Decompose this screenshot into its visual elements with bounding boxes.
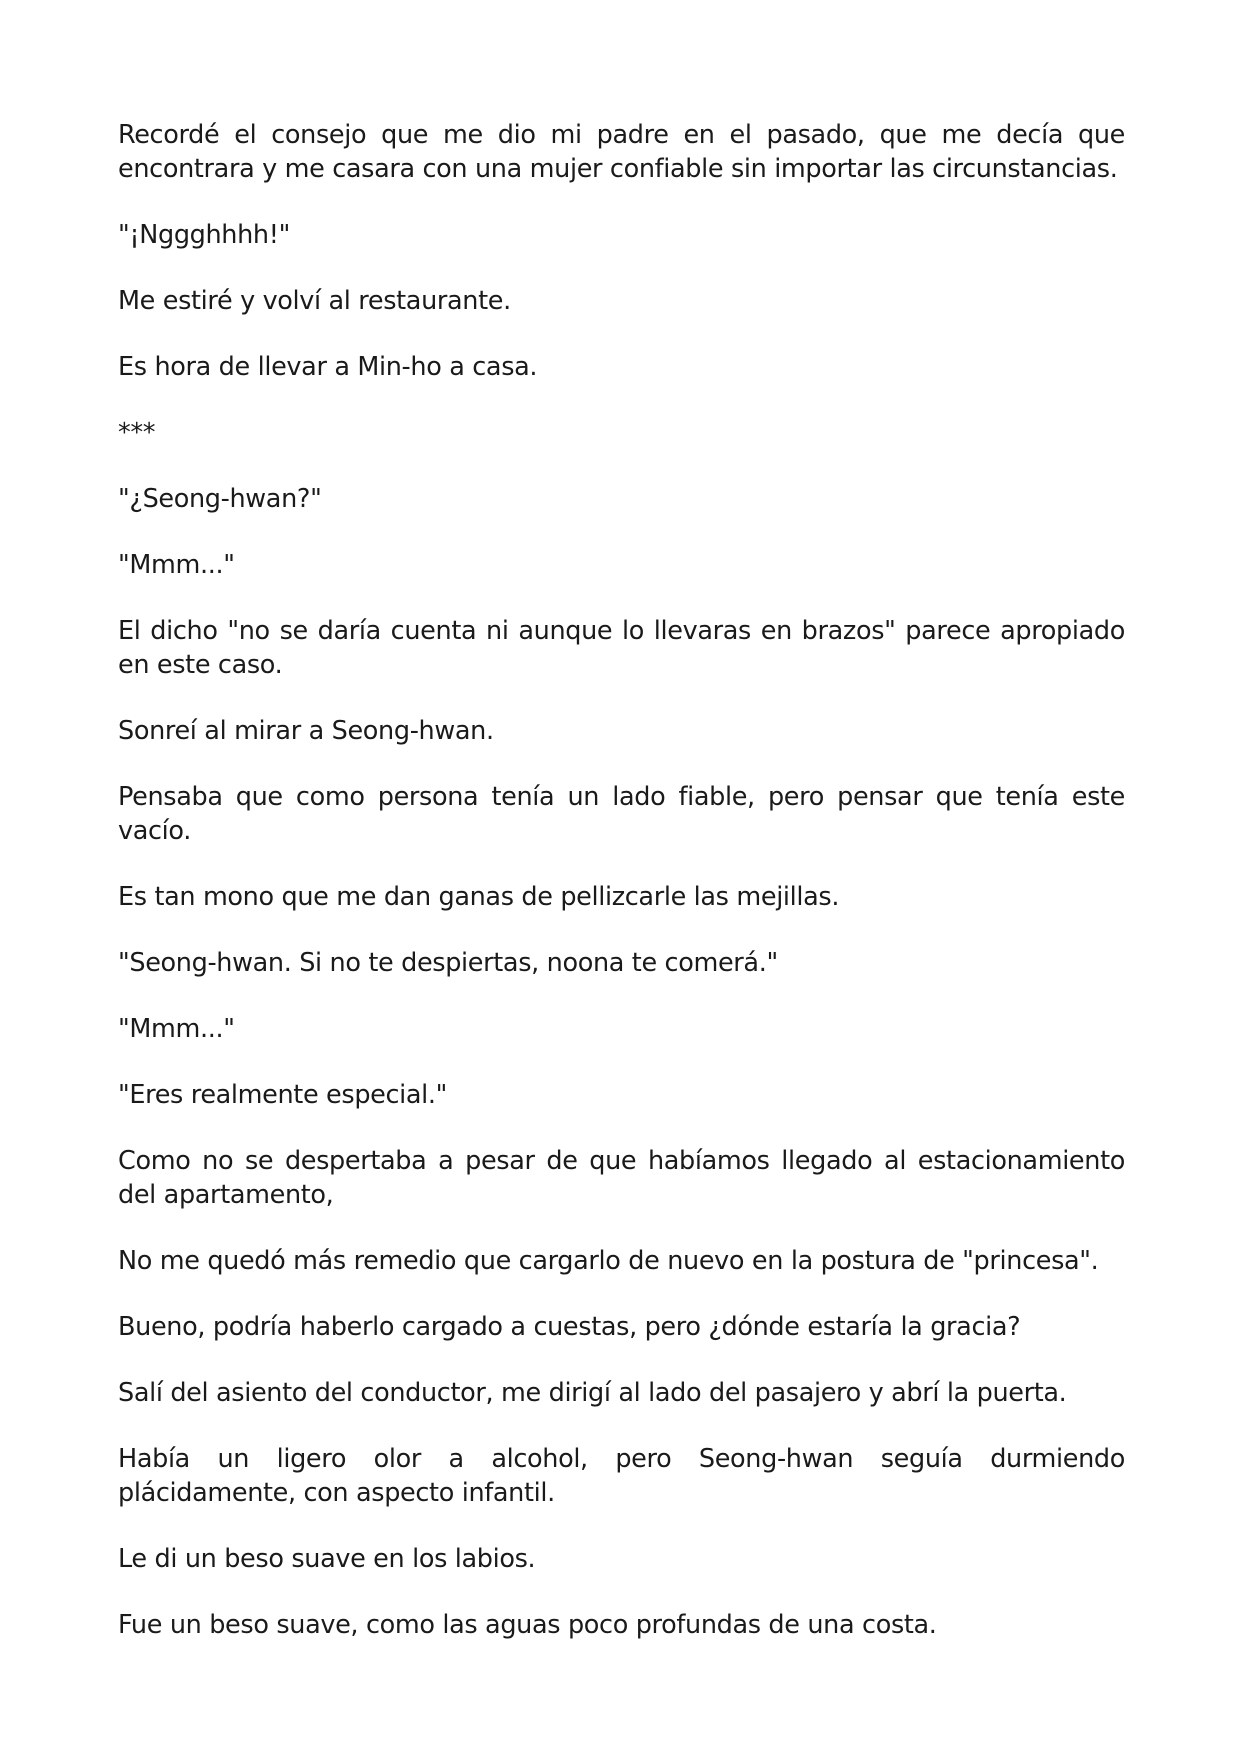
paragraph: Es tan mono que me dan ganas de pellizcarle las mejillas. xyxy=(118,882,840,912)
paragraph: Le di un beso suave en los labios. xyxy=(118,1544,536,1574)
paragraph: Bueno, podría haberlo cargado a cuestas, pero ¿dónde estaría la gracia? xyxy=(118,1312,1021,1342)
paragraph: "Seong-hwan. Si no te despiertas, noona te comerá." xyxy=(118,948,778,978)
paragraph: Como no se despertaba a pesar de que habíamos llegado al estacionamiento del apartamento, xyxy=(118,1146,1125,1210)
paragraph: Pensaba que como persona tenía un lado fiable, pero pensar que tenía este vacío. xyxy=(118,782,1125,846)
paragraph: Había un ligero olor a alcohol, pero Seong-hwan seguía durmiendo plácidamente, con aspecto infantil. xyxy=(118,1444,1125,1508)
document-body xyxy=(118,118,1125,1674)
paragraph: No me quedó más remedio que cargarlo de nuevo en la postura de "princesa". xyxy=(118,1246,1099,1276)
paragraph: Sonreí al mirar a Seong-hwan. xyxy=(118,716,494,746)
paragraph: Salí del asiento del conductor, me dirigí al lado del pasajero y abrí la puerta. xyxy=(118,1378,1067,1408)
paragraph: "¿Seong-hwan?" xyxy=(118,484,322,514)
paragraph: Recordé el consejo que me dio mi padre en el pasado, que me decía que encontrara y me casara con una mujer confiable sin importar las circunstancias. xyxy=(118,120,1125,184)
paragraph: "Mmm..." xyxy=(118,550,235,580)
scene-break: *** xyxy=(118,418,156,448)
paragraph: "Eres realmente especial." xyxy=(118,1080,448,1110)
paragraph: "Mmm..." xyxy=(118,1014,235,1044)
paragraph: Es hora de llevar a Min-ho a casa. xyxy=(118,352,538,382)
paragraph: Me estiré y volví al restaurante. xyxy=(118,286,511,316)
paragraph: "¡Nggghhhh!" xyxy=(118,220,290,250)
paragraph: Fue un beso suave, como las aguas poco profundas de una costa. xyxy=(118,1610,937,1640)
paragraph: El dicho "no se daría cuenta ni aunque lo llevaras en brazos" parece apropiado en este caso. xyxy=(118,616,1125,680)
